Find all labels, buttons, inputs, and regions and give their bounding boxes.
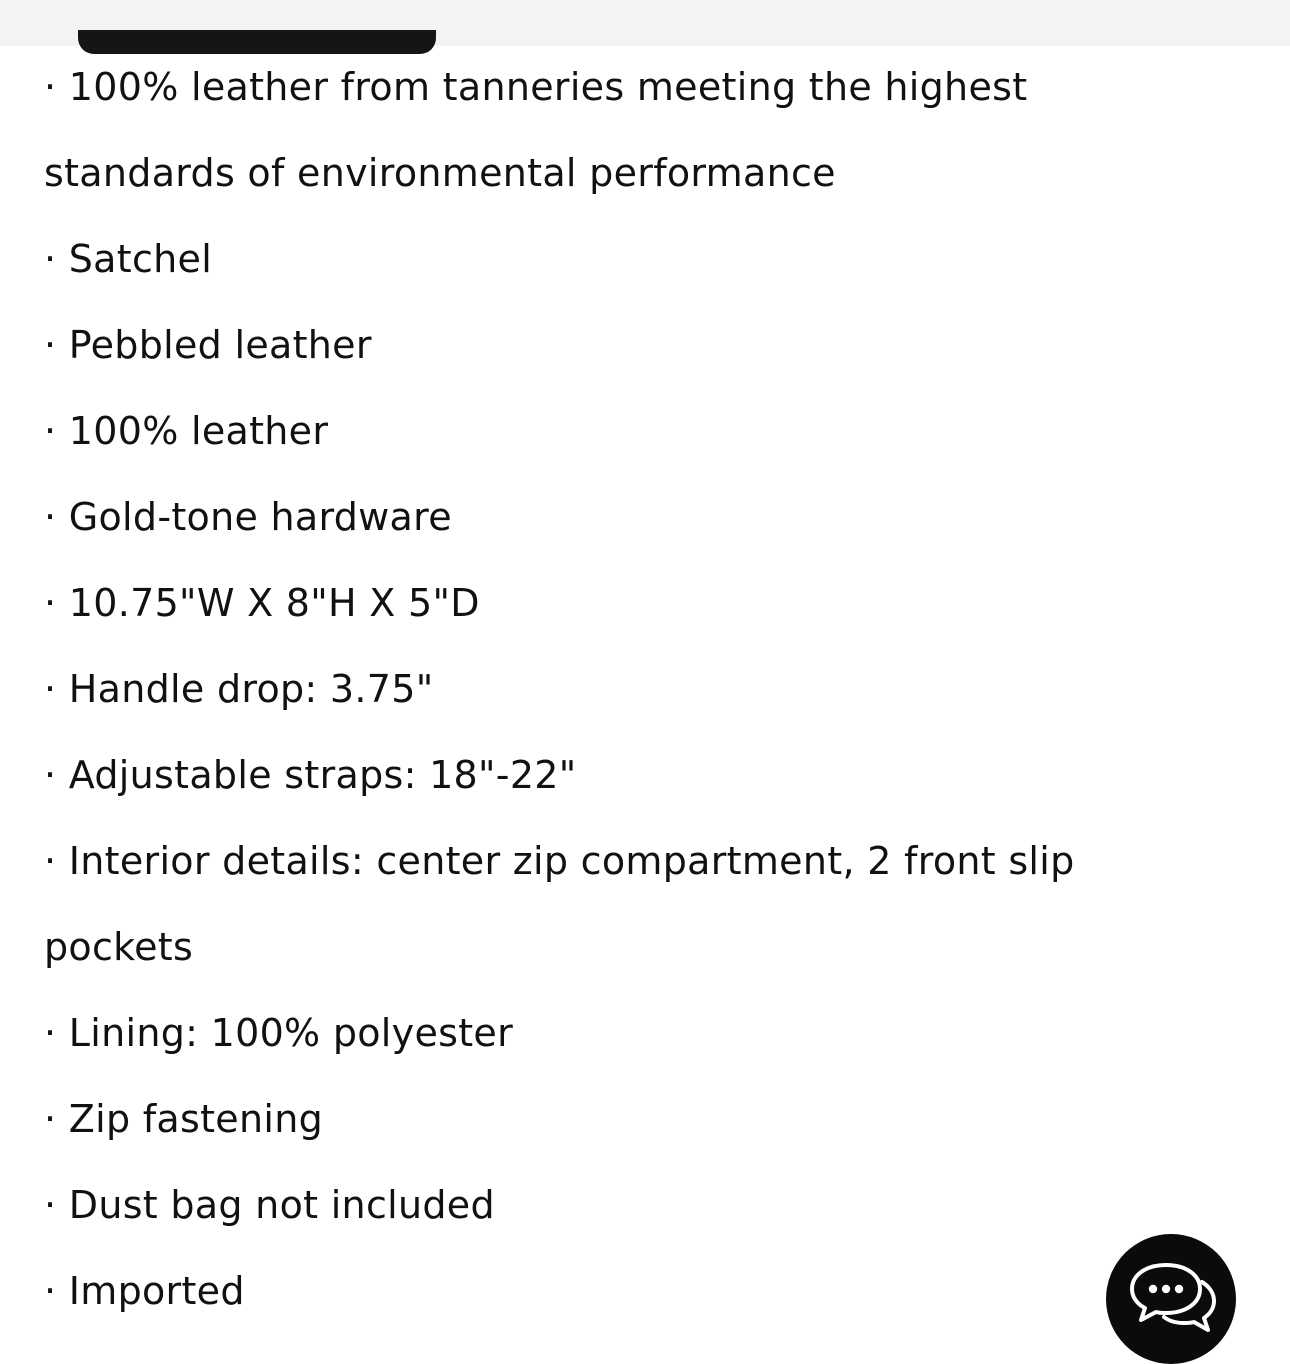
detail-line: · Imported — [44, 1269, 245, 1313]
detail-line: · Zip fastening — [44, 1097, 324, 1141]
detail-line: · Adjustable straps: 18"-22" — [44, 753, 577, 797]
product-details-list — [44, 44, 1224, 1334]
detail-line: pockets — [44, 925, 194, 969]
chat-bubbles-icon — [1126, 1260, 1218, 1338]
detail-line: · Interior details: center zip compartment, 2 front slip — [44, 839, 1075, 883]
detail-line: · Dust bag not included — [44, 1183, 495, 1227]
detail-line: · Lining: 100% polyester — [44, 1011, 514, 1055]
detail-line: · Handle drop: 3.75" — [44, 667, 434, 711]
detail-line: standards of environmental performance — [44, 151, 836, 195]
detail-line: · Gold-tone hardware — [44, 495, 452, 539]
detail-line: · Pebbled leather — [44, 323, 372, 367]
detail-line: · Satchel — [44, 237, 213, 281]
detail-line: · 10.75"W X 8"H X 5"D — [44, 581, 480, 625]
chat-button[interactable] — [1106, 1234, 1236, 1364]
detail-line: · 100% leather — [44, 409, 329, 453]
detail-line: · 100% leather from tanneries meeting the highest — [44, 65, 1028, 109]
